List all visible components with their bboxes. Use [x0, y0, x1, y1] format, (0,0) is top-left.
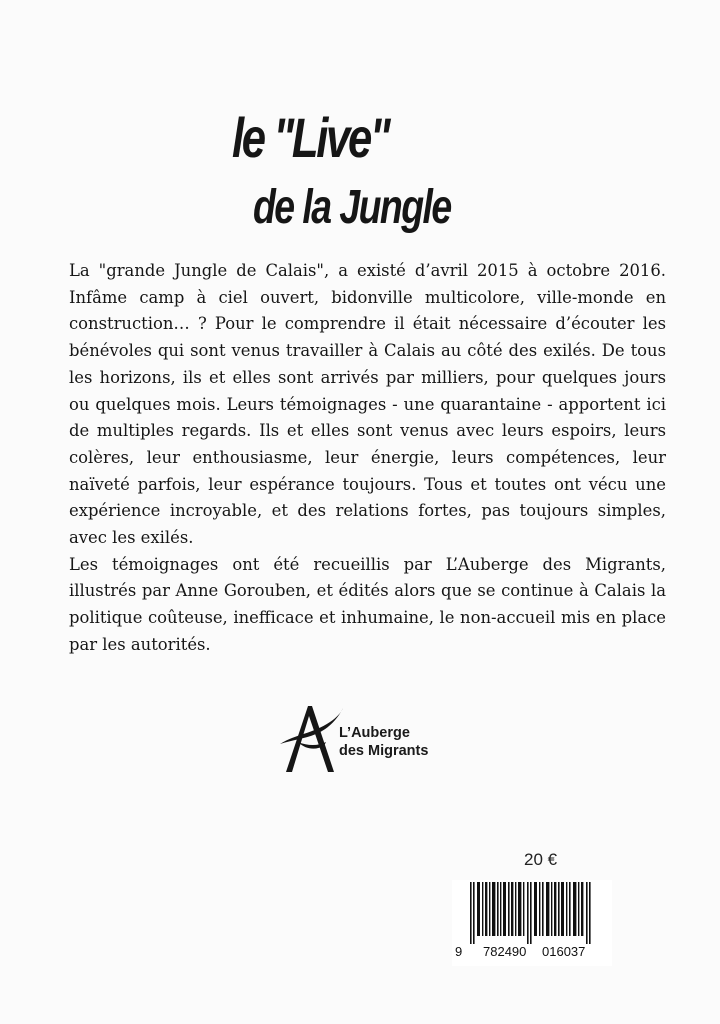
barcode-prefix: 9 [455, 944, 463, 959]
back-cover-description [69, 258, 666, 659]
description-paragraph-2: Les témoignages ont été recueillis par L’Auberge des Migrants, illustrés par Anne Gorouben, et édités alors que se continue à Calais la politique coûteuse, inefficace et inhumaine, le non-accueil mis en place par les autorités. [69, 554, 666, 654]
title-line-2: de la Jungle [253, 181, 451, 234]
publisher-name-line-1: L’Auberge [339, 725, 410, 741]
barcode-group-2: 016037 [542, 944, 586, 959]
barcode-bars [460, 882, 604, 946]
stylized-a-bird-icon [278, 700, 344, 776]
barcode-group-1: 782490 [483, 944, 527, 959]
barcode-number [452, 944, 612, 962]
publisher-logo [278, 700, 478, 780]
isbn-barcode [452, 880, 612, 966]
price-label: 20 € [524, 850, 558, 869]
publisher-name-line-2: des Migrants [339, 743, 429, 759]
title-line-1: le "Live" [232, 106, 389, 169]
description-paragraph-1: La "grande Jungle de Calais", a existé d’avril 2015 à octobre 2016. Infâme camp à ciel ouvert, bidonville multicolore, ville-monde en construction… ? Pour le comprendre il était nécessaire d’écouter les bénévoles qui sont venus travailler à Calais au côté des exilés. De tous les horizons, ils et elles sont arrivés par milliers, pour quelques jours ou quelques mois. Leurs témoignages - une quarantaine - apportent ici de multiples regards. Ils et elles sont venus avec leurs espoirs, leurs colères, leur enthousiasme, leur énergie, leurs compétences, leur naïveté parfois, leur espérance toujours. Tous et toutes ont vécu une expérience incroyable, et des relations fortes, pas toujours simples, avec les exilés. [69, 261, 666, 548]
book-title [0, 100, 720, 240]
publisher-name [339, 724, 428, 760]
